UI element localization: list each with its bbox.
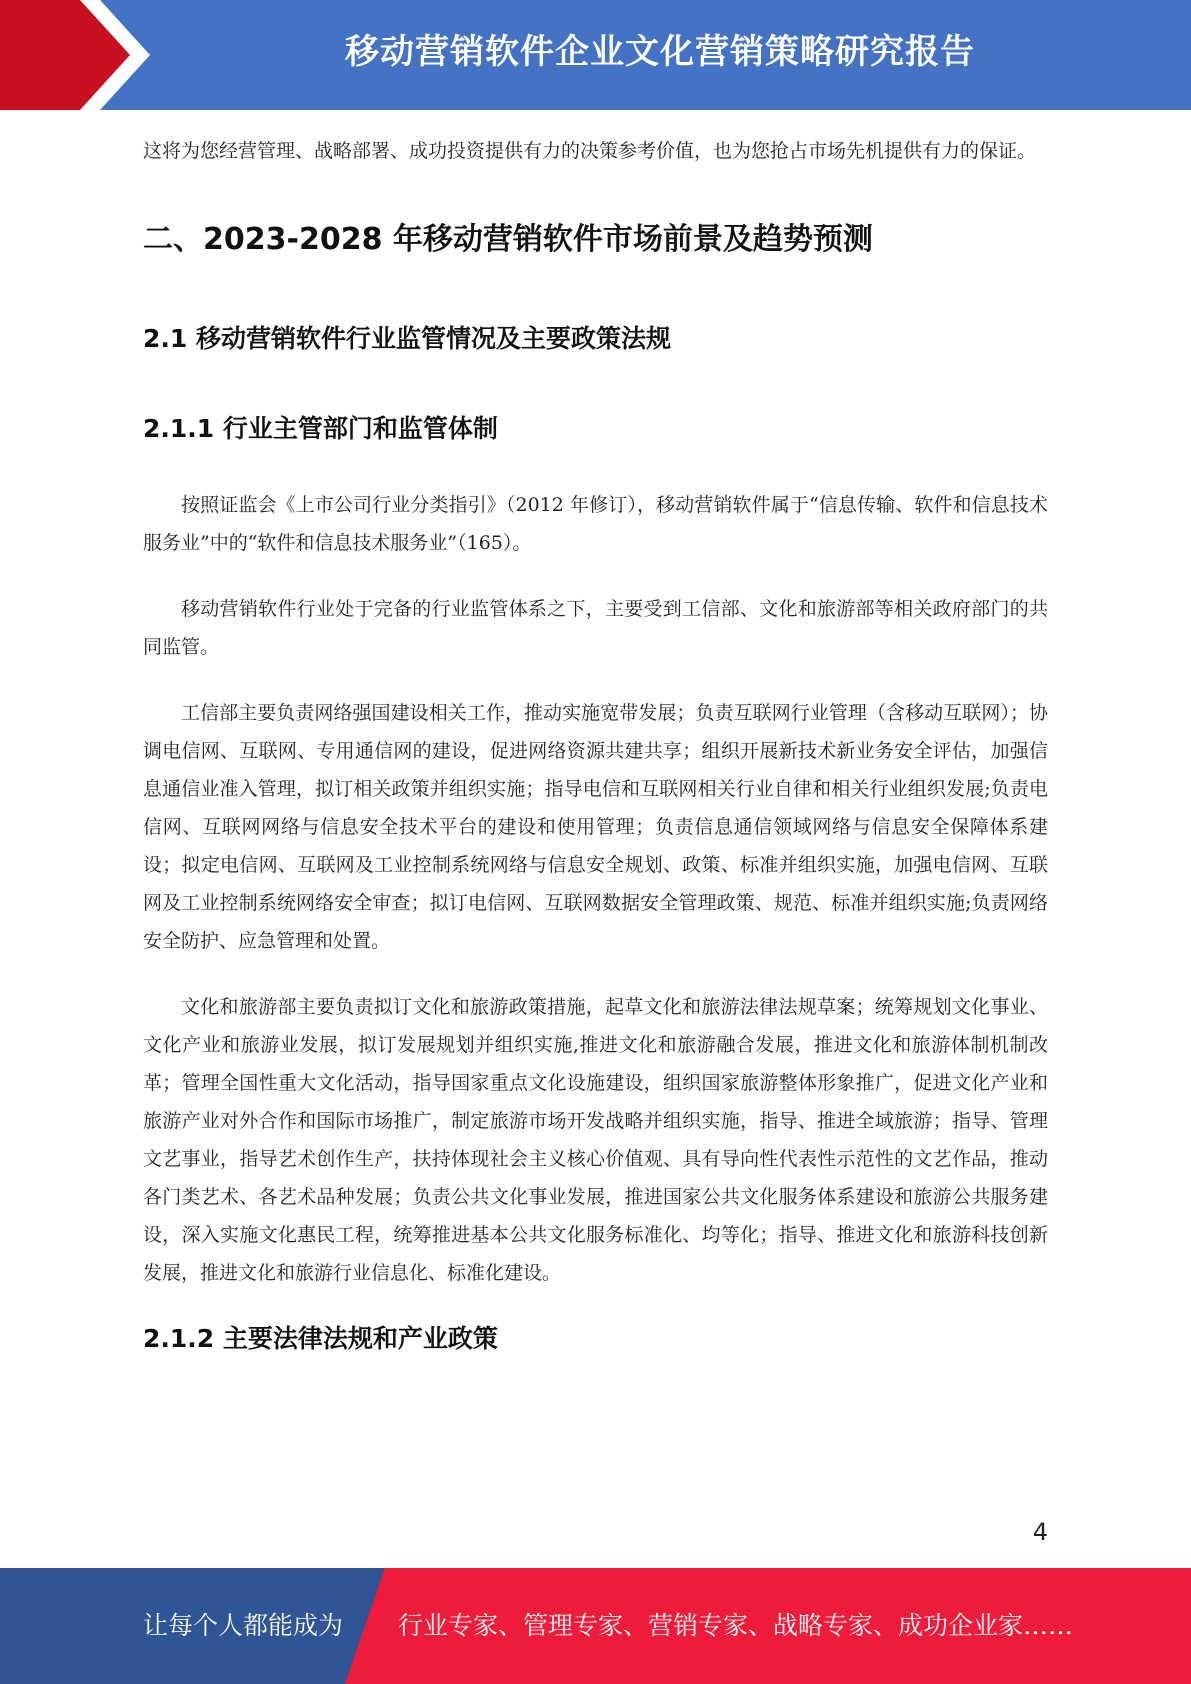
body-paragraph: 按照证监会《上市公司行业分类指引》（2012 年修订），移动营销软件属于“信息传输、软件和信息技术服务业”中的“软件和信息技术服务业”（165）。: [143, 494, 1048, 554]
document-title: 移动营销软件企业文化营销策略研究报告: [345, 32, 975, 72]
footer-slogan-left: 让每个人都能成为: [143, 1611, 344, 1640]
section-2-1-2-heading: 2.1.2 主要法律法规和产业政策: [143, 1324, 498, 1353]
page-content: [143, 132, 1048, 1356]
section-2-1-heading: 2.1 移动营销软件行业监管情况及主要政策法规: [143, 324, 671, 353]
header-banner: [0, 0, 1191, 110]
body-paragraph: 移动营销软件行业处于完备的行业监管体系之下，主要受到工信部、文化和旅游部等相关政府部门的共同监管。: [143, 598, 1048, 658]
footer-banner: [0, 1568, 1191, 1684]
intro-paragraph: 这将为您经营管理、战略部署、成功投资提供有力的决策参考价值，也为您抢占市场先机提供有力的保证。: [143, 140, 1037, 162]
section-2-1-1-heading: 2.1.1 行业主管部门和监管体制: [143, 414, 498, 443]
section-2-heading: 二、2023-2028 年移动营销软件市场前景及趋势预测: [143, 222, 873, 257]
footer-slogan-right: 行业专家、管理专家、营销专家、战略专家、成功企业家……: [398, 1611, 1074, 1640]
body-paragraph: 文化和旅游部主要负责拟订文化和旅游政策措施，起草文化和旅游法律法规草案；统筹规划文化事业、文化产业和旅游业发展，拟订发展规划并组织实施,推进文化和旅游融合发展，推进文化和旅游体制机制改革；管理全国性重大文化活动，指导国家重点文化设施建设，组织国家旅游整体形象推广，促进文化产业和旅游产业对外合作和国际市场推广，制定旅游市场开发战略并组织实施，指导、推进全域旅游；指导、管理文艺事业，指导艺术创作生产，扶持体现社会主义核心价值观、具有导向性代表性示范性的文艺作品，推动各门类艺术、各艺术品种发展；负责公共文化事业发展，推进国家公共文化服务体系建设和旅游公共服务建设，深入实施文化惠民工程，统筹推进基本公共文化服务标准化、均等化；指导、推进文化和旅游科技创新发展，推进文化和旅游行业信息化、标准化建设。: [143, 996, 1048, 1284]
header-arrow-decoration: [0, 0, 180, 110]
body-paragraph: 工信部主要负责网络强国建设相关工作，推动实施宽带发展；负责互联网行业管理（含移动互联网）；协调电信网、互联网、专用通信网的建设，促进网络资源共建共享；组织开展新技术新业务安全评估，加强信息通信业准入管理，拟订相关政策并组织实施；指导电信和互联网相关行业自律和相关行业组织发展;负责电信网、互联网网络与信息安全技术平台的建设和使用管理；负责信息通信领域网络与信息安全保障体系建设；拟定电信网、互联网及工业控制系统网络与信息安全规划、政策、标准并组织实施，加强电信网、互联网及工业控制系统网络安全审查；拟订电信网、互联网数据安全管理政策、规范、标准并组织实施;负责网络安全防护、应急管理和处置。: [143, 702, 1048, 952]
page-number: 4: [1032, 1518, 1048, 1546]
